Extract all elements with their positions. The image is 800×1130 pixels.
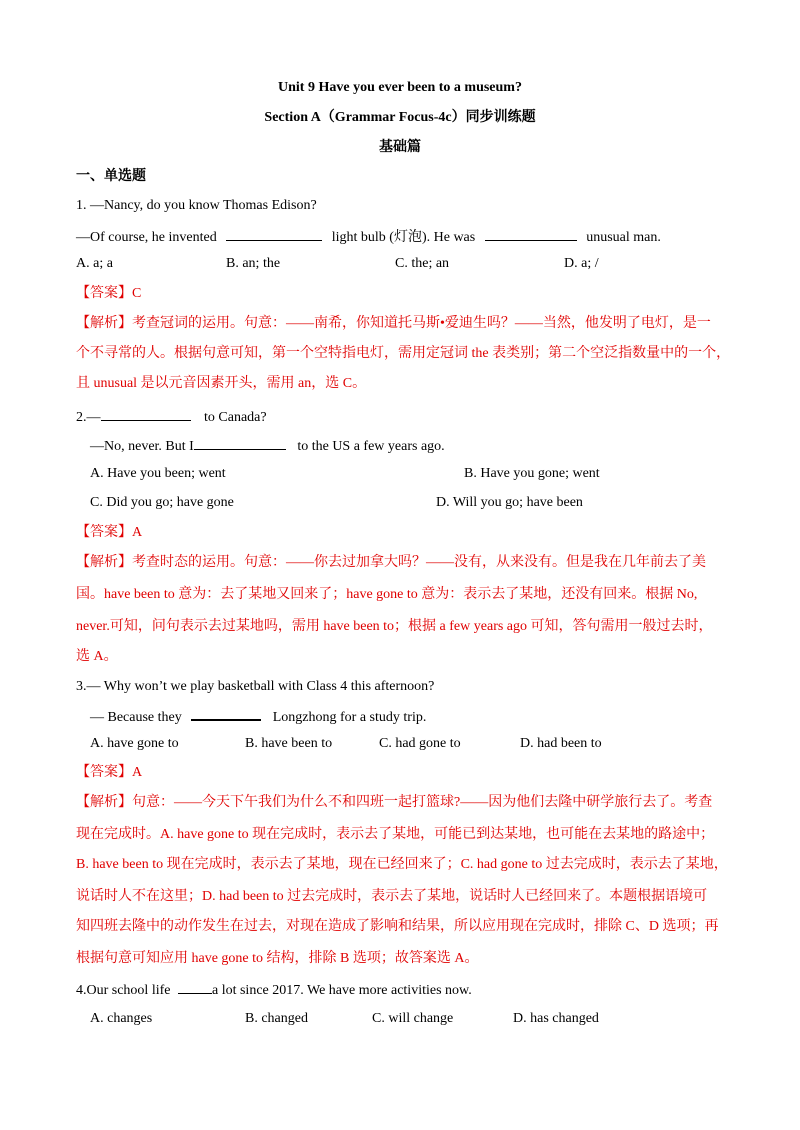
q3-analysis-line: 现在完成时。A. have gone to 现在完成时，表示去了某地，可能已到达某地，也可能在去某地的路途中； (76, 827, 715, 842)
q2-stem-part2: to Canada? (204, 410, 267, 425)
q2-analysis-line: 国。have been to 意为：去了某地又回来了；have gone to 意为：表示去了某地，还没有回来。根据 No, (76, 587, 698, 602)
q1-response-part1: —Of course, he invented (76, 230, 217, 245)
q3-option-a: A. have gone to (90, 736, 179, 751)
q4-stem-part2: a lot since 2017. We have more activities now. (211, 983, 472, 998)
q1-blank-2 (485, 226, 577, 241)
q1-blank-1 (226, 226, 322, 241)
q3-response-part1: — Because they (90, 710, 182, 725)
q2-response-part2: to the US a few years ago. (297, 439, 445, 454)
q2-stem-part1: 2.— (76, 410, 101, 425)
q2-response-part1: —No, never. But I (90, 439, 194, 454)
q3-option-c: C. had gone to (379, 736, 461, 751)
q2-option-b: B. Have you gone; went (464, 466, 600, 481)
q2-analysis-line: 【解析】考查时态的运用。句意：——你去过加拿大吗？——没有，从来没有。但是我在几年前去了美 (76, 555, 706, 570)
q1-analysis-line: 个不寻常的人。根据句意可知，第一个空特指电灯，需用定冠词 the 表类别；第二个空泛指数量中的一个， (76, 346, 731, 361)
q3-analysis-line: B. have been to 现在完成时，表示去了某地，现在已经回来了；C. had gone to 过去完成时，表示去了某地， (76, 857, 728, 872)
q2-blank-2 (194, 435, 286, 450)
q3-response-part2: Longzhong for a study trip. (272, 710, 427, 725)
q2-option-d: D. Will you go; have been (436, 495, 583, 510)
q1-analysis-line: 【解析】考查冠词的运用。句意：——南希，你知道托马斯•爱迪生吗？——当然，他发明了电灯，是一 (76, 316, 711, 331)
q3-stem: 3.— Why won’t we play basketball with Class 4 this afternoon? (76, 679, 435, 694)
q1-analysis-line: 且 unusual 是以元音因素开头，需用 an，选 C。 (76, 376, 367, 391)
q1-response-part3: unusual man. (586, 230, 661, 245)
q3-blank (191, 705, 261, 721)
q2-analysis-line: never.可知，问句表示去过某地吗，需用 have been to；根据 a few years ago 可知，答句需用一般过去时， (76, 619, 713, 634)
q1-option-b: B. an; the (226, 256, 281, 271)
q4-option-b: B. changed (245, 1011, 308, 1026)
q2-option-c: C. Did you go; have gone (90, 495, 234, 510)
q3-option-b: B. have been to (245, 736, 333, 751)
document-subtitle: Section A（Grammar Focus-4c）同步训练题 (264, 110, 536, 125)
q1-option-d: D. a; / (564, 256, 599, 271)
q2-stem (76, 406, 267, 428)
q4-stem (76, 979, 472, 1001)
q4-option-a: A. changes (90, 1011, 153, 1026)
q4-option-d: D. has changed (513, 1011, 599, 1026)
q1-stem: 1. —Nancy, do you know Thomas Edison? (76, 198, 317, 213)
q2-answer: 【答案】A (76, 525, 143, 540)
q4-option-c: C. will change (372, 1011, 454, 1026)
q1-answer: 【答案】C (76, 286, 142, 301)
q3-answer: 【答案】A (76, 765, 143, 780)
q1-option-a: A. a; a (76, 256, 113, 271)
q3-analysis-line: 说话时人不在这里；D. had been to 过去完成时，表示去了某地，说话时人已经回来了。本题根据语境可 (76, 889, 708, 904)
q1-option-c: C. the; an (395, 256, 450, 271)
q3-analysis-line: 知四班去隆中的动作发生在过去，对现在造成了影响和结果，所以应用现在完成时，排除 C、D 选项；再 (76, 919, 719, 934)
q2-response (90, 435, 445, 457)
q3-analysis-line: 根据句意可知应用 have gone to 结构，排除 B 选项；故答案选 A。 (76, 951, 479, 966)
q3-response (90, 705, 426, 728)
document-level: 基础篇 (379, 140, 421, 155)
section-title: 一、单选题 (76, 169, 146, 184)
q2-analysis-line: 选 A。 (76, 649, 118, 664)
q4-blank (178, 979, 212, 994)
q3-analysis-line: 【解析】句意：——今天下午我们为什么不和四班一起打篮球?——因为他们去隆中研学旅行去了。考查 (76, 795, 713, 810)
q2-blank-1 (101, 406, 191, 421)
document-title: Unit 9 Have you ever been to a museum? (278, 80, 522, 95)
q4-stem-part1: 4.Our school life (76, 983, 171, 998)
q2-option-a: A. Have you been; went (90, 466, 226, 481)
q1-response (76, 226, 661, 248)
q3-option-d: D. had been to (520, 736, 602, 751)
q1-response-part2: light bulb (灯泡). He was (331, 230, 476, 245)
